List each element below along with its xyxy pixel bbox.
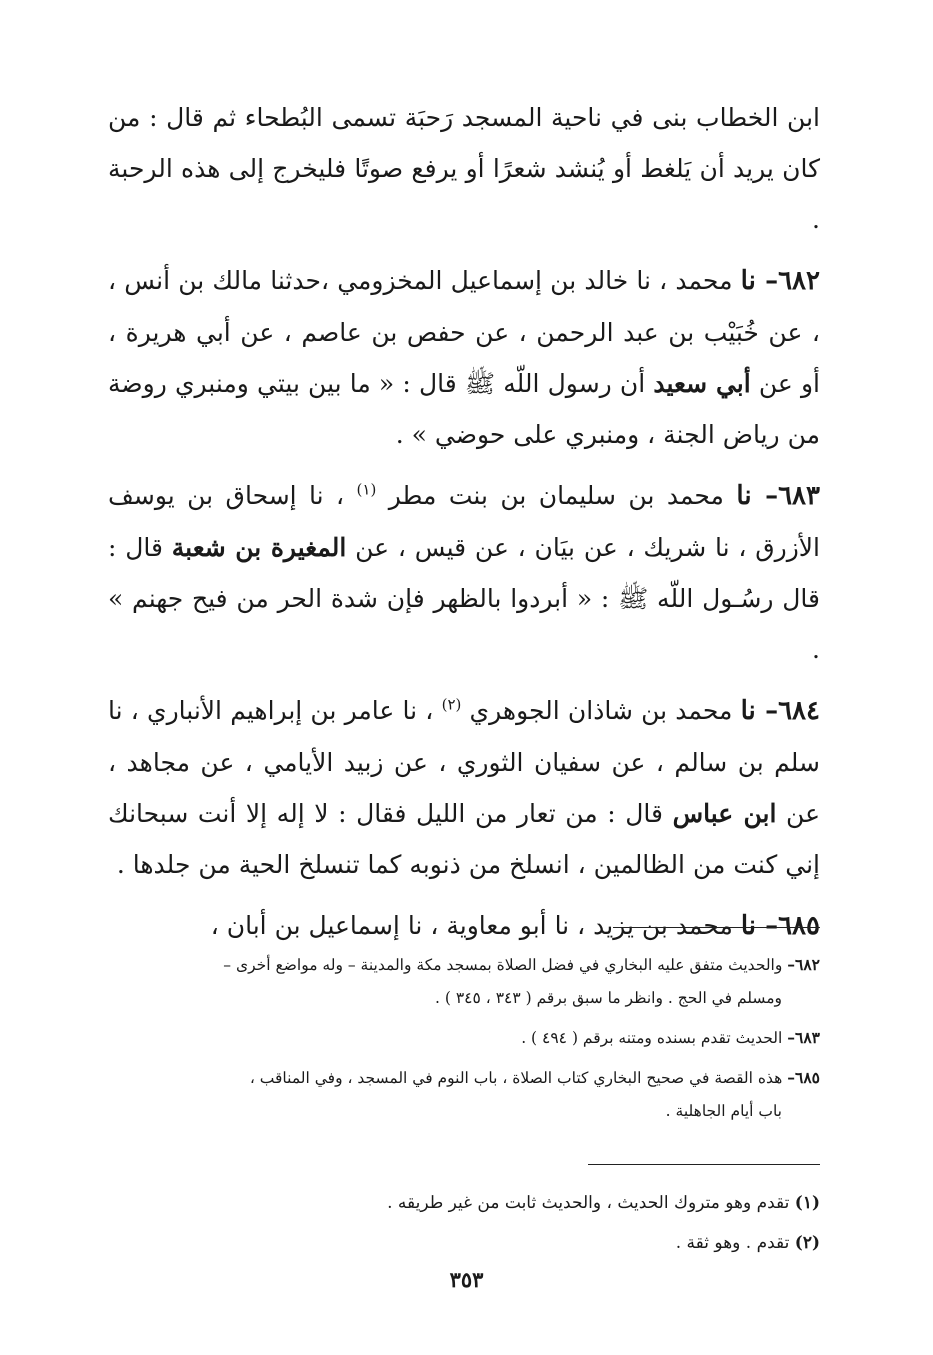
note-685-line2: باب أيام الجاهلية . xyxy=(665,1102,782,1120)
note-685 xyxy=(108,1061,820,1128)
page-number: ٣٥٣ xyxy=(449,1267,484,1292)
hadith-number-685: ٦٨٥– نا xyxy=(740,911,820,941)
footnote-ref-1: (١) xyxy=(356,480,377,499)
hadith-682-text-a: محمد ، نا خالد بن إسماعيل المخزومي ،حدثنا مالك بن أنس ، ، عن خُبَيْب بن عبد الرحمن ، عن حفص بن عاصم ، عن أبي هريرة ، أو عن xyxy=(108,266,820,398)
narrator-ibn-abbas: ابن عباس xyxy=(672,799,777,828)
hadith-683 xyxy=(108,470,820,675)
hadith-number-684: ٦٨٤– نا xyxy=(740,696,820,726)
hadith-683-text-b: ، نا إسحاق بن يوسف الأزرق ، نا شريك ، عن بيَان ، عن قيس ، عن xyxy=(108,481,820,562)
hadith-682-text-c: أن رسول اللّه ﷺ قال : « ما بين بيتي ومنبري روضة من رياض الجنة ، ومنبري على حوضي » . xyxy=(108,369,820,449)
main-text xyxy=(108,92,820,962)
note-683-text: الحديث تقدم بسنده ومتنه برقم ( ٤٩٤ ) . xyxy=(521,1029,788,1047)
note-682-line1: والحديث متفق عليه البخاري في فضل الصلاة بمسجد مكة والمدينة – وله مواضع أخرى – xyxy=(223,956,788,974)
note-682-line2: ومسلم في الحج . وانظر ما سبق برقم ( ٣٤٣ ، ٣٤٥ ) . xyxy=(435,989,782,1007)
hadith-number-683: ٦٨٣– نا xyxy=(736,481,820,511)
hadith-684-text-d: قال : من تعار من الليل فقال : لا إله إلا أنت سبحانك إني كنت من الظالمين ، انسلخ من ذنوبه كما تنسلخ الحية من جلدها . xyxy=(108,799,820,879)
footnote-2 xyxy=(108,1223,820,1263)
note-685-line1: هذه القصة في صحيح البخاري كتاب الصلاة ، باب النوم في المسجد ، وفي المناقب ، xyxy=(249,1069,788,1087)
hadith-684-text-a: محمد بن شاذان الجوهري xyxy=(461,696,741,725)
hadith-684-text-b: ، نا عامر بن إبراهيم الأنباري ، نا سلم بن سالم ، عن سفيان الثوري ، عن زبيد الأيامي ، عن مجاهد ، عن xyxy=(108,696,820,828)
footnote-1-text: تقدم وهو متروك الحديث ، والحديث ثابت من غير طريقه . xyxy=(387,1193,795,1213)
footnote-number-2: (٢) xyxy=(794,1233,820,1253)
note-number-682: ٦٨٢– xyxy=(787,955,820,974)
notes-divider xyxy=(613,927,820,928)
hadith-682 xyxy=(108,255,820,460)
footnote-1 xyxy=(108,1183,820,1223)
footnotes xyxy=(108,1183,820,1263)
commentary-notes xyxy=(108,948,820,1134)
footnote-2-text: تقدم . وهو ثقة . xyxy=(675,1233,795,1253)
narrator-mughira: المغيرة بن شعبة xyxy=(171,533,347,562)
hadith-683-text-d: قال : قال رسُـول اللّه ﷺ : « أبردوا بالظهر فإن شدة الحر من فيح جهنم » . xyxy=(108,533,820,664)
footnote-ref-2: (٢) xyxy=(441,695,462,714)
note-683 xyxy=(108,1021,820,1055)
note-number-685: ٦٨٥– xyxy=(787,1068,820,1087)
paragraph-continuation: ابن الخطاب بنى في ناحية المسجد رَحبَة تسمى البُطحاء ثم قال : من كان يريد أن يَلغط أو يُنشد شعرًا أو يرفع صوتًا فليخرج إلى هذه الرحبة . xyxy=(108,103,820,234)
footnotes-divider xyxy=(588,1164,820,1165)
hadith-685 xyxy=(108,900,820,952)
hadith-685-text-a: محمد بن يزيد ، نا أبو معاوية ، نا إسماعيل بن أبان ، xyxy=(210,911,741,940)
narrator-abu-said: أبي سعيد xyxy=(653,369,751,398)
hadith-684 xyxy=(108,685,820,890)
footnote-number-1: (١) xyxy=(794,1193,820,1213)
hadith-number-682: ٦٨٢– نا xyxy=(740,266,820,296)
note-682 xyxy=(108,948,820,1015)
hadith-683-text-a: محمد بن سليمان بن بنت مطر xyxy=(376,481,737,510)
note-number-683: ٦٨٣– xyxy=(787,1028,820,1047)
